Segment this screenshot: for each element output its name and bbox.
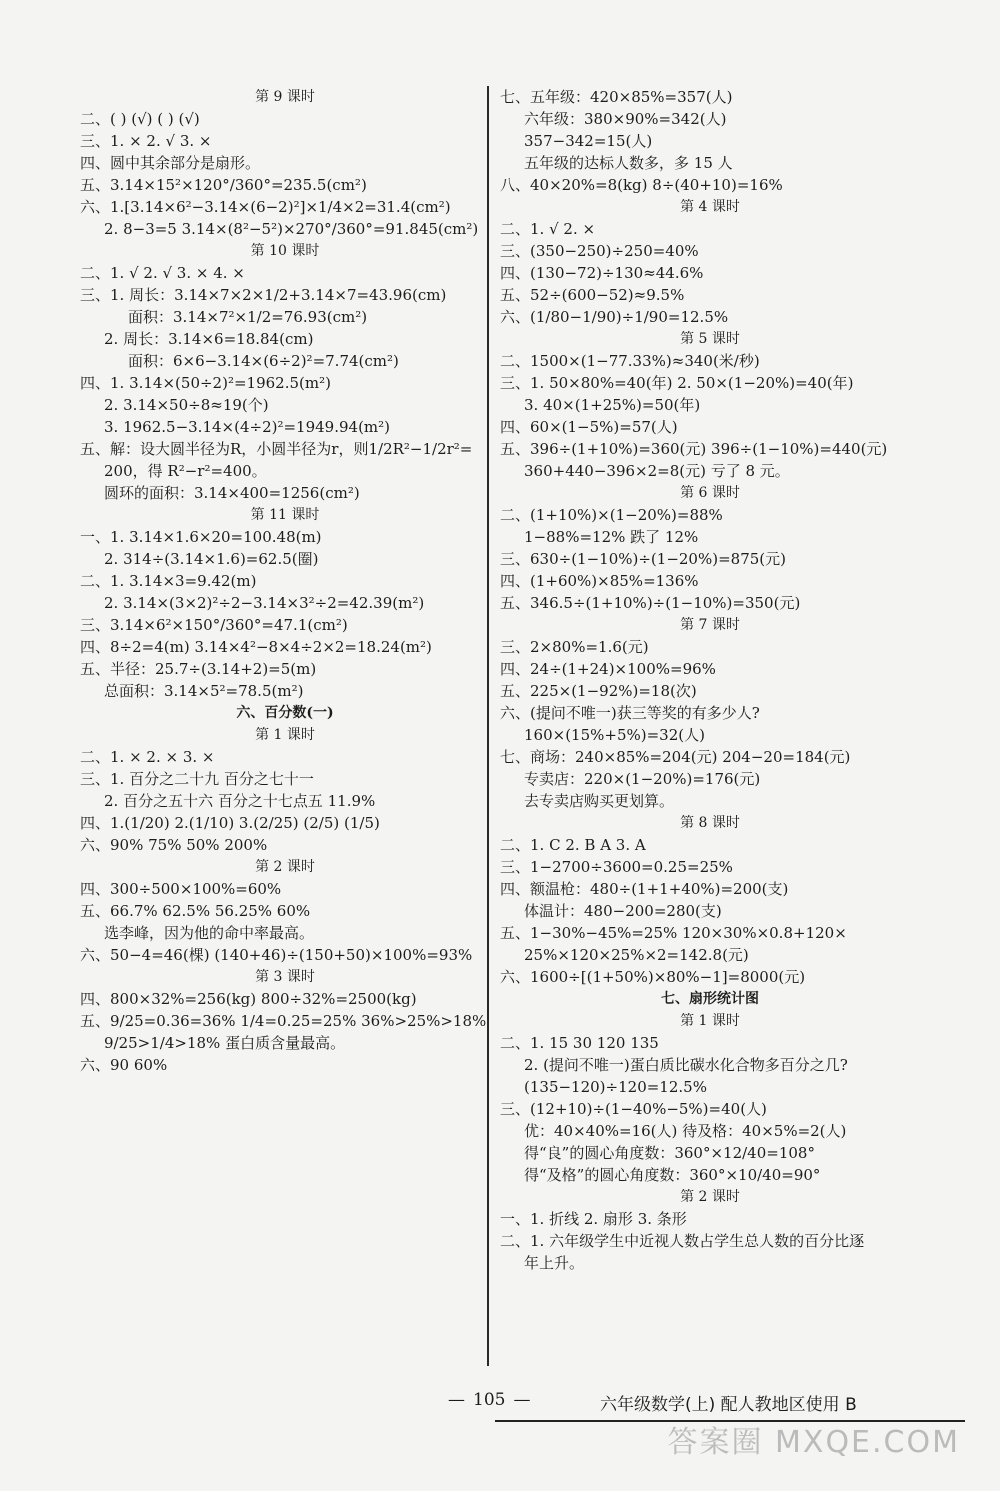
answer-line: 二、1. 六年级学生中近视人数占学生总人数的百分比逐 (500, 1232, 865, 1250)
section-heading: 第 7 课时 (680, 617, 740, 633)
section-heading: 六、百分数(一) (236, 705, 334, 721)
answer-line: 三、(12+10)÷(1−40%−5%)=40(人) (500, 1100, 767, 1118)
answer-line: 二、( ) (√) ( ) (√) (80, 110, 200, 128)
section-heading: 第 11 课时 (250, 507, 320, 523)
answer-line: 五、3.14×15²×120°/360°=235.5(cm²) (80, 176, 367, 194)
answer-line: 六年级：380×90%=342(人) (524, 110, 727, 128)
answer-line: 三、1. × 2. √ 3. × (80, 132, 212, 150)
answer-line: 总面积：3.14×5²=78.5(m²) (104, 682, 304, 700)
answer-line: 二、1. √ 2. √ 3. × 4. × (80, 264, 245, 282)
column-divider (487, 86, 489, 1366)
answer-line: 五年级的达标人数多，多 15 人 (524, 154, 733, 172)
section-heading: 第 1 课时 (680, 1013, 740, 1029)
answer-line: 年上升。 (524, 1254, 585, 1272)
section-heading: 第 1 课时 (255, 727, 315, 743)
answer-line: 得“良”的圆心角度数：360°×12/40=108° (524, 1144, 815, 1162)
section-heading: 第 9 课时 (255, 89, 315, 105)
answer-line: 2. 百分之五十六 百分之十七点五 11.9% (104, 792, 376, 810)
answer-line: 四、8÷2=4(m) 3.14×4²−8×4÷2×2=18.24(m²) (80, 638, 432, 656)
answer-line: 二、1500×(1−77.33%)≈340(米/秒) (500, 352, 760, 370)
answer-line: 六、50−4=46(棵) (140+46)÷(150+50)×100%=93% (80, 946, 473, 964)
answer-line: 2. 314÷(3.14×1.6)=62.5(圈) (104, 550, 319, 568)
answer-line: 四、1. 3.14×(50÷2)²=1962.5(m²) (80, 374, 331, 392)
answer-line: 360+440−396×2=8(元) 亏了 8 元。 (524, 462, 790, 480)
answer-line: 三、1. 百分之二十九 百分之七十一 (80, 770, 314, 788)
book-title: 六年级数学(上) 配人教地区使用 B (600, 1395, 857, 1415)
answer-line: 六、90 60% (80, 1056, 168, 1074)
answer-line: 五、346.5÷(1+10%)÷(1−10%)=350(元) (500, 594, 801, 612)
answer-line: 五、52÷(600−52)≈9.5% (500, 286, 685, 304)
answer-line: 160×(15%+5%)=32(人) (524, 726, 705, 744)
answer-line: 去专卖店购买更划算。 (524, 792, 675, 810)
answer-line: 七、五年级：420×85%=357(人) (500, 88, 733, 106)
answer-line: 9/25>1/4>18% 蛋白质含量最高。 (104, 1034, 346, 1052)
answer-line: 2. 3.14×(3×2)²÷2−3.14×3²÷2=42.39(m²) (104, 594, 425, 612)
answer-line: 优：40×40%=16(人) 待及格：40×5%=2(人) (524, 1122, 847, 1140)
answer-line: 七、商场：240×85%=204(元) 204−20=184(元) (500, 748, 851, 766)
answer-line: 一、1. 3.14×1.6×20=100.48(m) (80, 528, 322, 546)
section-heading: 第 6 课时 (680, 485, 740, 501)
section-heading: 第 3 课时 (255, 969, 315, 985)
answer-line: 八、40×20%=8(kg) 8÷(40+10)=16% (500, 176, 783, 194)
answer-line: 五、225×(1−92%)=18(次) (500, 682, 697, 700)
answer-line: 二、1. √ 2. × (500, 220, 596, 238)
answer-line: 三、1. 周长：3.14×7×2×1/2+3.14×7=43.96(cm) (80, 286, 447, 304)
answer-line: 三、(350−250)÷250=40% (500, 242, 699, 260)
answer-line: 五、半径：25.7÷(3.14+2)=5(m) (80, 660, 317, 678)
answer-line: 五、解：设大圆半径为R，小圆半径为r，则1/2R²−1/2r²= (80, 440, 473, 458)
answer-line: 五、66.7% 62.5% 56.25% 60% (80, 902, 311, 920)
answer-line: 五、1−30%−45%=25% 120×30%×0.8+120× (500, 924, 847, 942)
answer-line: 一、1. 折线 2. 扇形 3. 条形 (500, 1210, 687, 1228)
answer-line: 五、9/25=0.36=36% 1/4=0.25=25% 36%>25%>18% (80, 1012, 487, 1030)
answer-line: 圆环的面积：3.14×400=1256(cm²) (104, 484, 360, 502)
section-heading: 第 5 课时 (680, 331, 740, 347)
answer-line: 专卖店：220×(1−20%)=176(元) (524, 770, 761, 788)
answer-line: 四、额温枪：480÷(1+1+40%)=200(支) (500, 880, 789, 898)
answer-line: 3. 40×(1+25%)=50(年) (524, 396, 701, 414)
answer-line: 三、1−2700÷3600=0.25=25% (500, 858, 733, 876)
answer-line: 六、90% 75% 50% 200% (80, 836, 268, 854)
answer-line: 面积：3.14×7²×1/2=76.93(cm²) (128, 308, 368, 326)
answer-line: 四、24÷(1+24)×100%=96% (500, 660, 716, 678)
answer-line: 二、1. 3.14×3=9.42(m) (80, 572, 257, 590)
left-column (80, 86, 490, 1076)
answer-line: 六、(提问不唯一)获三等奖的有多少人? (500, 704, 760, 722)
watermark: 答案圈 MXQE.COM (667, 1425, 960, 1460)
section-heading: 第 2 课时 (255, 859, 315, 875)
section-heading: 七、扇形统计图 (661, 991, 759, 1007)
answer-line: 25%×120×25%×2=142.8(元) (524, 946, 749, 964)
answer-line: 二、1. 15 30 120 135 (500, 1034, 659, 1052)
answer-line: 四、(130−72)÷130≈44.6% (500, 264, 704, 282)
answer-line: 2. 周长：3.14×6=18.84(cm) (104, 330, 314, 348)
answer-line: 四、圆中其余部分是扇形。 (80, 154, 261, 172)
answer-line: 五、396÷(1+10%)=360(元) 396÷(1−10%)=440(元) (500, 440, 888, 458)
answer-line: 面积：6×6−3.14×(6÷2)²=7.74(cm²) (128, 352, 399, 370)
answer-line: 二、1. C 2. B A 3. A (500, 836, 646, 854)
answer-line: 三、3.14×6²×150°/360°=47.1(cm²) (80, 616, 348, 634)
answer-line: 200，得 R²−r²=400。 (104, 462, 267, 480)
answer-line: 四、(1+60%)×85%=136% (500, 572, 699, 590)
answer-line: 2. (提问不唯一)蛋白质比碳水化合物多百分之几? (524, 1056, 848, 1074)
answer-line: 体温计：480−200=280(支) (524, 902, 722, 920)
answer-line: 四、800×32%=256(kg) 800÷32%=2500(kg) (80, 990, 417, 1008)
answer-line: 选李峰，因为他的命中率最高。 (104, 924, 315, 942)
answer-line: (135−120)÷120=12.5% (524, 1078, 707, 1096)
answer-line: 四、1.(1/20) 2.(1/10) 3.(2/25) (2/5) (1/5) (80, 814, 380, 832)
answer-line: 六、(1/80−1/90)÷1/90=12.5% (500, 308, 729, 326)
right-column (500, 86, 920, 1274)
answer-line: 三、2×80%=1.6(元) (500, 638, 649, 656)
section-heading: 第 4 课时 (680, 199, 740, 215)
page-number: — 105 — (440, 1390, 538, 1410)
answer-line: 3. 1962.5−3.14×(4÷2)²=1949.94(m²) (104, 418, 391, 436)
section-heading: 第 10 课时 (250, 243, 320, 259)
answer-line: 六、1.[3.14×6²−3.14×(6−2)²]×1/4×2=31.4(cm²) (80, 198, 451, 216)
answer-line: 1−88%=12% 跌了 12% (524, 528, 699, 546)
answer-line: 三、1. 50×80%=40(年) 2. 50×(1−20%)=40(年) (500, 374, 854, 392)
section-heading: 第 2 课时 (680, 1189, 740, 1205)
answer-line: 二、1. × 2. × 3. × (80, 748, 215, 766)
answer-line: 二、(1+10%)×(1−20%)=88% (500, 506, 723, 524)
answer-line: 六、1600÷[(1+50%)×80%−1]=8000(元) (500, 968, 806, 986)
answer-line: 得“及格”的圆心角度数：360°×10/40=90° (524, 1166, 821, 1184)
section-heading: 第 8 课时 (680, 815, 740, 831)
answer-line: 2. 3.14×50÷8≈19(个) (104, 396, 269, 414)
answer-line: 三、630÷(1−10%)÷(1−20%)=875(元) (500, 550, 786, 568)
answer-line: 357−342=15(人) (524, 132, 653, 150)
answer-line: 2. 8−3=5 3.14×(8²−5²)×270°/360°=91.845(cm²) (104, 220, 479, 238)
answer-line: 四、300÷500×100%=60% (80, 880, 282, 898)
answer-line: 四、60×(1−5%)=57(人) (500, 418, 678, 436)
